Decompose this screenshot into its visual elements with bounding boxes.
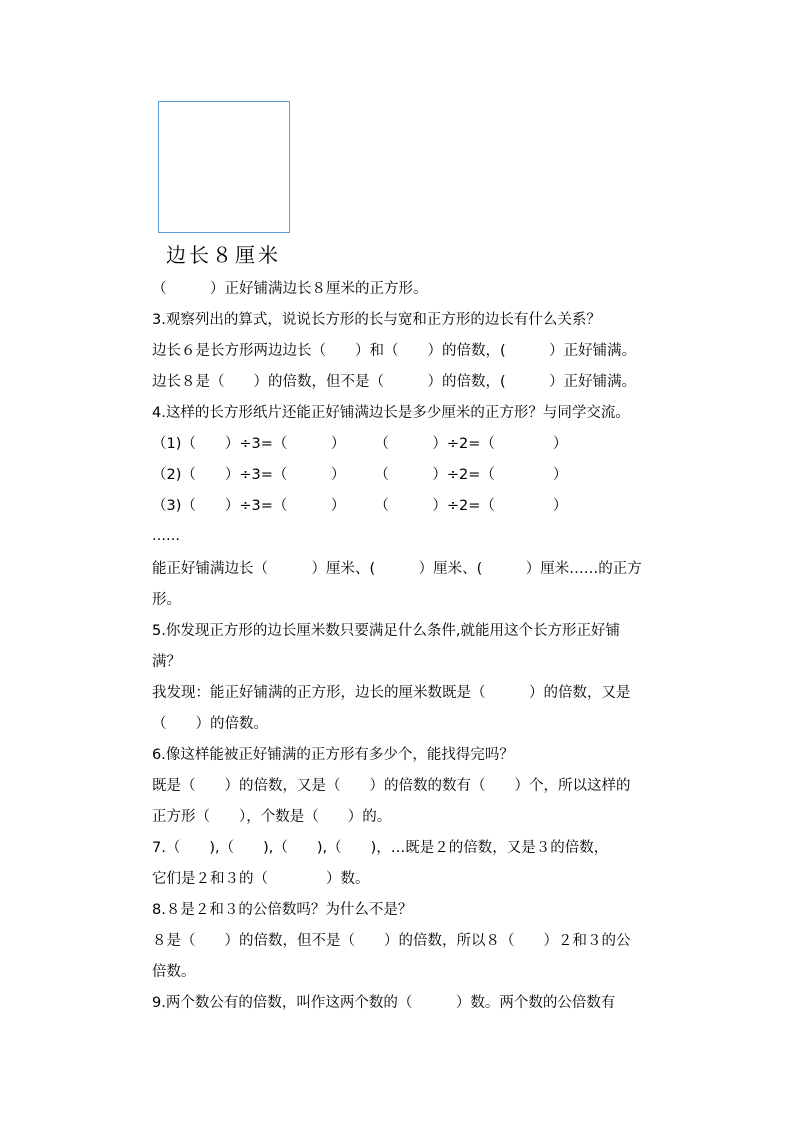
equation-row: （2)（ ）÷3=（ ） （ ）÷2=（ ） <box>152 467 568 483</box>
text-line: ８是（ ）的倍数，但不是（ ）的倍数，所以８（ ）２和３的公 <box>152 933 631 949</box>
question-9: 9.两个数公有的倍数，叫作这两个数的（ ）数。两个数的公倍数有 <box>152 995 616 1011</box>
question-6: 6.像这样能被正好铺满的正方形有多少个，能找得完吗？ <box>152 747 514 763</box>
text-line: 我发现：能正好铺满的正方形，边长的厘米数既是（ ）的倍数，又是 <box>152 685 631 701</box>
text-line: 能正好铺满边长（ ）厘米、( ）厘米、( ）厘米……的正方 <box>152 561 642 577</box>
question-7: 7.（ ),（ ),（ ),（ )，…既是２的倍数，又是３的倍数， <box>152 840 609 856</box>
question-3: 3.观察列出的算式，说说长方形的长与宽和正方形的边长有什么关系？ <box>152 312 601 328</box>
question-5: 5.你发现正方形的边长厘米数只要满足什么条件,就能用这个长方形正好铺 <box>152 623 620 639</box>
question-8: 8.８是２和３的公倍数吗？为什么不是？ <box>152 902 413 918</box>
text-line: 边长６是长方形两边边长（ ）和（ ）的倍数，( ）正好铺满。 <box>152 343 637 359</box>
ellipsis: …… <box>152 528 180 544</box>
equation-row: （1)（ ）÷3=（ ） （ ）÷2=（ ） <box>152 436 568 452</box>
text-line: 既是（ ）的倍数，又是（ ）的倍数的数有（ ）个，所以这样的 <box>152 778 631 794</box>
text-line: 倍数。 <box>152 964 196 980</box>
equation-row: （3)（ ）÷3=（ ） （ ）÷2=（ ） <box>152 498 568 514</box>
text-line: 边长８是（ ）的倍数，但不是（ ）的倍数，( ）正好铺满。 <box>152 374 637 390</box>
text-line: （ ）的倍数。 <box>152 716 268 732</box>
text-line: 满？ <box>152 654 181 670</box>
text-line: （ ）正好铺满边长８厘米的正方形。 <box>152 281 428 297</box>
figure-caption: 边长８厘米 <box>166 243 281 267</box>
text-line: 正方形（ ），个数是（ ）的。 <box>152 809 392 825</box>
text-line: 它们是２和３的（ ）数。 <box>152 871 370 887</box>
text-line: 形。 <box>152 592 181 608</box>
square-figure <box>158 101 290 233</box>
question-4: 4.这样的长方形纸片还能正好铺满边长是多少厘米的正方形？与同学交流。 <box>152 405 630 421</box>
